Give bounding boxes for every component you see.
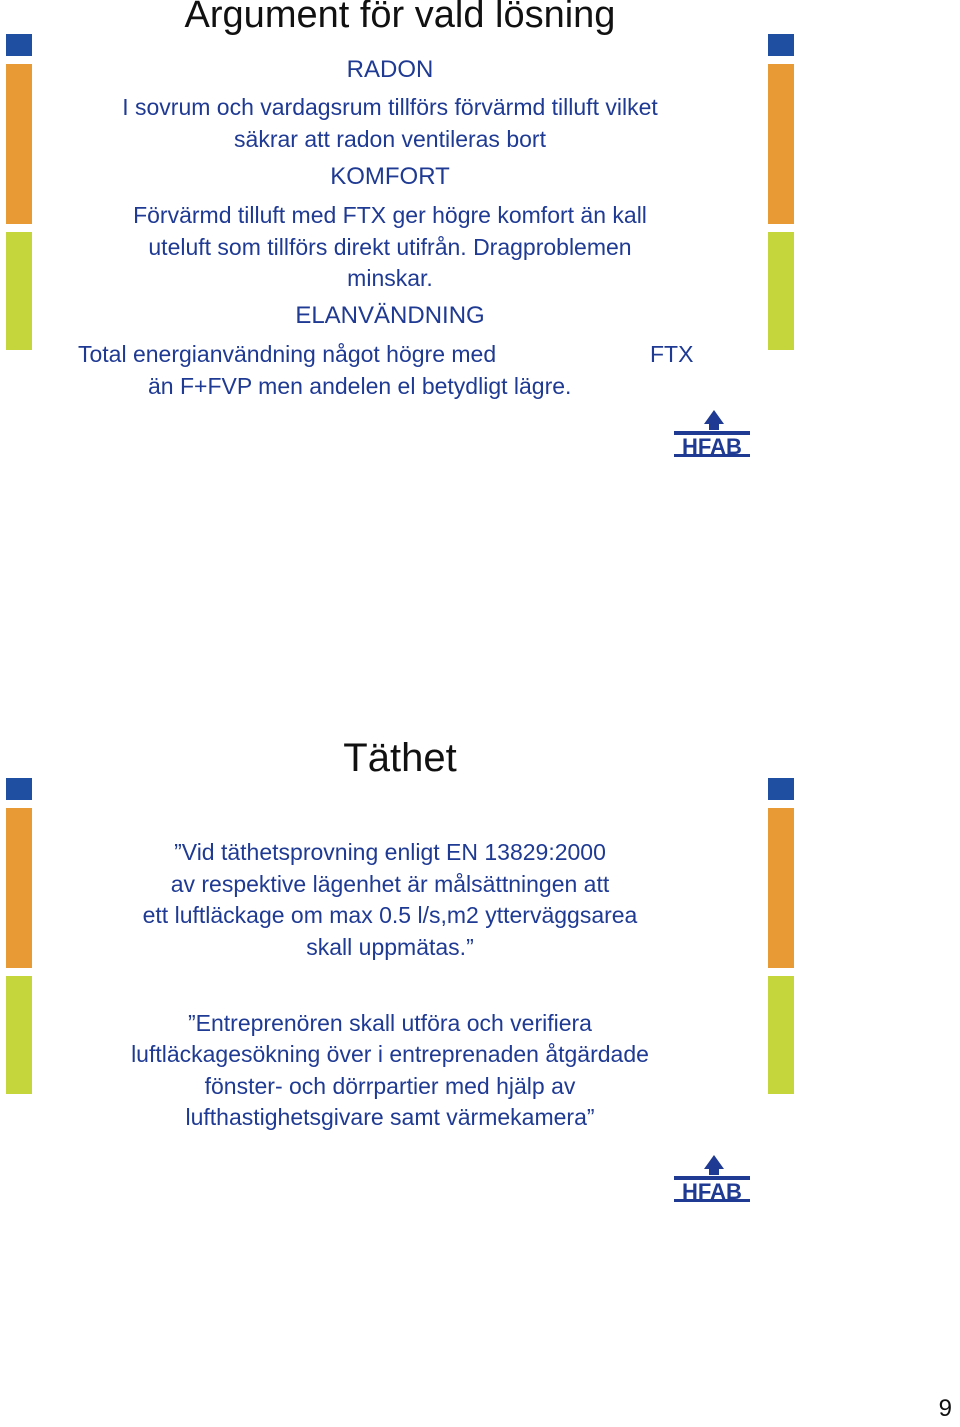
komfort-heading: KOMFORT [330,163,450,190]
slide-title: Argument för vald lösning [184,0,616,36]
slide-tathet [0,736,960,1220]
hfab-logo [674,1153,752,1205]
right-bar-orange [768,64,794,224]
left-bar-blue [6,34,32,56]
elanvandning-ftx: FTX [650,341,694,367]
quote-2-line-4: lufthastighetsgivare samt värmekamera” [185,1104,595,1130]
elanvandning-line-2: än F+FVP men andelen el betydligt lägre. [148,373,572,399]
quote-2-line-2: luftläckagesökning över i entreprenaden åtgärdade [131,1041,649,1067]
quote-1-line-2: av respektive lägenhet är målsättningen att [170,871,610,897]
quote-2-line-1: ”Entreprenören skall utföra och verifiera [188,1010,592,1036]
radon-line-2: säkrar att radon ventileras bort [234,126,546,152]
elanvandning-heading: ELANVÄNDNING [295,302,485,329]
radon-line-1: I sovrum och vardagsrum tillförs förvärmd tilluft vilket [122,94,658,120]
komfort-line-3: minskar. [347,265,433,291]
komfort-line-2: uteluft som tillförs direkt utifrån. Dragproblemen [148,234,632,260]
komfort-line-1: Förvärmd tilluft med FTX ger högre komfort än kall [133,202,647,228]
quote-2-line-3: fönster- och dörrpartier med hjälp av [204,1073,576,1099]
quote-1-line-1: ”Vid täthetsprovning enligt EN 13829:2000 [174,839,606,865]
hfab-logo-text: HFAB [682,434,742,459]
hfab-logo [674,408,752,460]
radon-heading: RADON [346,56,434,83]
left-bar-green [6,232,32,350]
quote-1-line-4: skall uppmätas.” [306,934,474,960]
slide-argument [0,0,960,470]
left-bar-orange [6,64,32,224]
elanvandning-line-1: Total energianvändning något högre med [78,341,497,367]
left-bar-blue [6,778,32,800]
hfab-logo-text: HFAB [682,1179,742,1204]
right-bar-green [768,976,794,1094]
left-bar-orange [6,808,32,968]
right-bar-blue [768,778,794,800]
slide-title: Täthet [343,736,457,780]
right-bar-green [768,232,794,350]
quote-1-line-3: ett luftläckage om max 0.5 l/s,m2 ytterväggsarea [142,902,638,928]
right-bar-blue [768,34,794,56]
right-bar-orange [768,808,794,968]
left-bar-green [6,976,32,1094]
page-number: 9 [938,1395,952,1422]
